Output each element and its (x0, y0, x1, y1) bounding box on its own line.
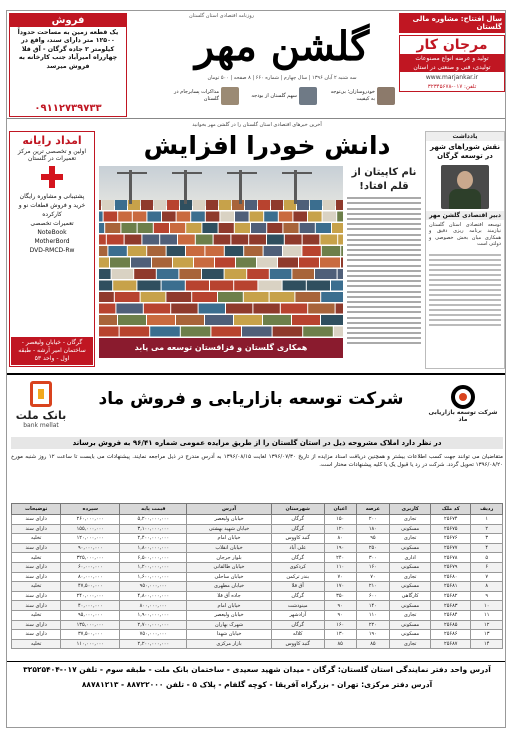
table-cell: دارای سند (12, 601, 61, 611)
ad-subtitle: در نظر دارد املاک مشروحه ذیل در استان گلستان را از طریق مزایده عمومی شماره ۹۶/۴۱ به فروش برساند (11, 437, 503, 449)
table-cell: ۲۶۰,۰۰۰,۰۰۰ (61, 515, 120, 525)
company-logo-text: شرکت توسعه بازاریابی ماد (428, 409, 498, 423)
table-header: سپرده (61, 504, 120, 515)
table-row (12, 620, 503, 630)
table-cell: ۶۰۰ (356, 591, 390, 601)
table-cell: ۱۸۰ (356, 524, 390, 534)
brand-sub-2: تولیدی، فنی و صنعتی در استان (400, 63, 504, 72)
table-cell: تخلیه (12, 553, 61, 563)
table-cell: ۴۷,۵۰۰,۰۰۰ (61, 582, 120, 592)
table-cell: مسکونی (390, 582, 431, 592)
table-cell: مسکونی (390, 601, 431, 611)
table-cell: ۲۵۶۸۴ (431, 610, 471, 620)
table-cell: ۳۵۰ (324, 591, 356, 601)
table-row (12, 601, 503, 611)
table-cell: ۲۵۶۸۵ (431, 620, 471, 630)
company-logo[interactable] (423, 385, 503, 425)
table-cell: ۷۰ (324, 572, 356, 582)
footer-address-1: آدرس واحد دفتر نمایندگی استان گلستان: گرگان - میدان شهید سعیدی - ساختمان بانک ملت - طبقه سوم - تلفن ۰۱۷-۳۲۵۲۵۴۰۴ (23, 665, 491, 674)
footer-address-2: آدرس دفتر مرکزی: تهران - بزرگراه آفریقا - کوچه گلفام - پلاک ۵ - تلفن ۸۸۷۲۲۰۰۰ - ۸۸۷۸۱۲۱۳ (81, 680, 433, 689)
table-cell: ۱۰ (471, 601, 503, 611)
table-cell: ۲۴۰,۰۰۰,۰۰۰ (61, 591, 120, 601)
table-cell: گنبد کاووس (271, 639, 324, 649)
table-cell: خیابان شهید بهشتی (187, 524, 271, 534)
table-cell: دارای سند (12, 591, 61, 601)
table-row (12, 582, 503, 592)
table-row (12, 639, 503, 649)
table-cell: خیابان امام (187, 534, 271, 544)
teaser-item[interactable] (325, 87, 395, 105)
author-face (457, 171, 473, 189)
table-cell: خیابان ساحلی (187, 572, 271, 582)
column-body-lines (426, 249, 504, 331)
table-cell: بندر ترکمن (271, 572, 324, 582)
teasers (169, 87, 395, 105)
table-cell: ۲۵۶۸۲ (431, 591, 471, 601)
brand-phone: تلفن: ۰۱۷-۳۲۳۴۵۶۷۸ (427, 84, 477, 90)
table-cell: ۱۲ (471, 620, 503, 630)
newspaper-page (6, 10, 506, 728)
brand-sub-1: تولید و عرضه انواع مصنوعات (400, 54, 504, 63)
table-cell: ۲,۷۰۰,۰۰۰,۰۰۰ (120, 620, 187, 630)
table-header-row (12, 504, 503, 515)
table-cell: خیابان امام (187, 601, 271, 611)
masthead (7, 11, 506, 119)
table-cell: ۹۵,۰۰۰,۰۰۰ (61, 610, 120, 620)
bank-mellat-logo[interactable] (11, 381, 71, 439)
bank-name: بانک ملت (15, 409, 67, 422)
table-cell: گرگان (271, 620, 324, 630)
table-cell: تجاری (390, 610, 431, 620)
table-cell: ۲۵۶۸۳ (431, 601, 471, 611)
table-cell: ۷۰ (356, 572, 390, 582)
table-cell: ۹۵۰,۰۰۰,۰۰۰ (120, 582, 187, 592)
sale-title: فروش (10, 14, 126, 27)
table-cell: بازار مرکزی (187, 639, 271, 649)
container-port-illustration (99, 166, 343, 338)
ad-footer (7, 661, 506, 728)
table-cell: اداری (390, 553, 431, 563)
table-cell: ۲,۴۰۰,۰۰۰,۰۰۰ (120, 534, 187, 544)
table-cell: ۲۵۶۷۹ (431, 562, 471, 572)
table-cell: ۱ (471, 515, 503, 525)
aid-line: پشتیبانی و مشاوره رایگان (19, 193, 85, 200)
table-cell: آق قلا (271, 582, 324, 592)
table-cell: گرگان (271, 524, 324, 534)
table-cell: ۲۵۶۷۶ (431, 534, 471, 544)
teaser-thumb (377, 87, 395, 105)
table-cell: ۱۲۰,۰۰۰,۰۰۰ (61, 534, 120, 544)
table-cell: ۹ (471, 591, 503, 601)
brand-ad-topbar: سال افتتاح: مشاوره مالی گلستان (399, 13, 505, 33)
table-row (12, 515, 503, 525)
table-cell: ۱,۹۰۰,۰۰۰,۰۰۰ (120, 610, 187, 620)
table-cell: ۱۱۰,۰۰۰,۰۰۰ (61, 639, 120, 649)
aid-sub: اولین و تخصصی ترین مرکز تعمیرات در گلستان (17, 148, 87, 162)
table-row (12, 553, 503, 563)
table-cell: مسکونی (390, 630, 431, 640)
teaser-item[interactable] (247, 87, 317, 105)
brand-name: مرجان کار (400, 36, 504, 54)
aid-line: تعمیرات تخصصی (30, 220, 74, 227)
masthead-kicker: روزنامه اقتصادی استان گلستان (189, 13, 255, 19)
table-cell: مسکونی (390, 543, 431, 553)
table-cell: ۸۰ (324, 534, 356, 544)
table-cell: ۳,۱۰۰,۰۰۰,۰۰۰ (120, 524, 187, 534)
table-cell: ۱,۲۰۰,۰۰۰,۰۰۰ (120, 562, 187, 572)
table-row (12, 562, 503, 572)
aid-address: گرگان - خیابان ولیعصر - ساختمان امیر آرشه - طبقه اول - واحد ۵۳ (11, 337, 93, 365)
side-story-body (347, 197, 421, 344)
table-cell: ۳۷,۵۰۰,۰۰۰ (61, 630, 120, 640)
table-cell: ۳۰۰ (356, 553, 390, 563)
table-cell: ۲۲۰ (356, 620, 390, 630)
table-cell: ۱۷۰ (324, 582, 356, 592)
table-cell: ۹۵ (356, 534, 390, 544)
table-header: اعیان (324, 504, 356, 515)
table-cell: تجاری (390, 515, 431, 525)
table-cell: خیابان انقلاب (187, 543, 271, 553)
table-cell: خیابان طالقانی (187, 562, 271, 572)
table-cell: تخلیه (12, 639, 61, 649)
table-cell: ۱۴ (471, 639, 503, 649)
table-cell: ۷ (471, 572, 503, 582)
table-cell: ۲۴۰ (324, 553, 356, 563)
ad-title: شرکت توسعه بازاریابی و فروش ماد (98, 389, 404, 409)
table-cell: دارای سند (12, 630, 61, 640)
table-cell: ۳۲۵,۰۰۰,۰۰۰ (61, 553, 120, 563)
photo-caption: همکاری گلستان و قزاقستان توسعه می یابد (99, 338, 343, 358)
table-cell: ۱۶۰ (356, 562, 390, 572)
table-cell: ۱۱ (471, 610, 503, 620)
table-cell: ۱۳۰ (324, 630, 356, 640)
aid-line: خرید و فروش قطعات نو و کارکرده (18, 202, 86, 218)
teaser-text: سهم گلستان از بودجه (251, 92, 297, 99)
table-cell: خیابان ولیعصر (187, 515, 271, 525)
table-cell: ۱۱۰ (324, 562, 356, 572)
table-cell: گرگان (271, 591, 324, 601)
table-cell: ۱۶۰ (324, 620, 356, 630)
table-cell: ۸۰۰,۰۰۰,۰۰۰ (120, 601, 187, 611)
side-story-title: نام کاپیتان از قلم افتاد! (351, 167, 417, 192)
table-cell: دارای سند (12, 515, 61, 525)
table-cell: ۶,۵۰۰,۰۰۰,۰۰۰ (120, 553, 187, 563)
sale-phone: ۰۹۱۱۲۷۳۹۷۳۳ (34, 103, 102, 114)
table-cell: کردکوی (271, 562, 324, 572)
table-row (12, 610, 503, 620)
table-row (12, 543, 503, 553)
auction-table (11, 503, 503, 649)
brand-url[interactable]: www.marjankar.ir (425, 74, 479, 81)
table-cell: ۵ (471, 553, 503, 563)
table-cell: جاده آق قلا (187, 591, 271, 601)
table-cell: ۸۵ (324, 639, 356, 649)
table-cell: دارای سند (12, 543, 61, 553)
table-cell: کلاله (271, 630, 324, 640)
column-head: یادداشت (426, 132, 504, 141)
teaser-thumb (221, 87, 239, 105)
table-cell: کارگاهی (390, 591, 431, 601)
table-cell: ۱۵۵,۰۰۰,۰۰۰ (61, 524, 120, 534)
aid-line: NoteBook (37, 229, 67, 236)
table-cell: ۱۴۰ (356, 601, 390, 611)
table-row (12, 630, 503, 640)
table-header: توضیحات (12, 504, 61, 515)
table-cell: خیابان ولیعصر (187, 610, 271, 620)
newspaper-logo[interactable]: گلشن مهر (194, 23, 370, 70)
table-cell: مینودشت (271, 601, 324, 611)
table-cell: ۹۰ (324, 601, 356, 611)
sale-ad[interactable] (9, 13, 127, 117)
company-emblem-icon (451, 385, 475, 409)
table-cell: دارای سند (12, 562, 61, 572)
table-cell: ۲۵۶۷۵ (431, 524, 471, 534)
table-cell: ۲,۲۰۰,۰۰۰,۰۰۰ (120, 639, 187, 649)
container-port-photo[interactable] (99, 166, 343, 338)
table-cell: ۲۵۶۷۴ (431, 515, 471, 525)
tagline: آخرین خبرهای اقتصادی استان گلستان را در گلشن مهر بخوانید (192, 122, 322, 128)
table-cell: گرگان (271, 553, 324, 563)
table-header: آدرس (187, 504, 271, 515)
table-cell: ۹۰ (324, 610, 356, 620)
table-cell: دارای سند (12, 572, 61, 582)
side-story[interactable] (347, 166, 421, 366)
table-row (12, 524, 503, 534)
table-cell: مسکونی (390, 562, 431, 572)
teaser-text: خودروسازان؛ بی‌توجه به کیفیت (330, 89, 375, 102)
table-body (12, 515, 503, 649)
table-cell: تخلیه (12, 582, 61, 592)
table-cell: تجاری (390, 639, 431, 649)
sale-body: یک قطعه زمین به مساحت حدوداً ۱۲۵۰۰ متر دارای سند، واقع در کیلومتر ۲ جاده گرگان - آق قلا چهارراه امیرآباد جنب کارخانه به فروش میرسد (17, 29, 119, 70)
table-cell: ۲۵۰ (356, 543, 390, 553)
table-row (12, 572, 503, 582)
table-cell: ۱۹۰ (324, 543, 356, 553)
author-body (449, 189, 481, 209)
column-author: دبیر اقتصادی گلشن مهر (426, 211, 504, 220)
table-cell: گنبد کاووس (271, 534, 324, 544)
logo-area (169, 13, 395, 117)
table-cell: ۲۵۶۷۷ (431, 543, 471, 553)
auction-ad (7, 373, 506, 661)
table-cell: ۲۰۰ (356, 515, 390, 525)
aid-line: DVD-RMCD-Rw (29, 247, 75, 254)
table-cell: ۷۵۰,۰۰۰,۰۰۰ (120, 630, 187, 640)
table-cell: گرگان (271, 515, 324, 525)
column-title: نقش شوراهای شهر در توسعه گرگان (430, 143, 500, 160)
issue-date: سه شنبه ۲ آبان ۱۳۹۶ | سال چهارم | شماره ۶۶۰ | ۸ صفحه | ۵۰۰ تومان (207, 75, 357, 81)
table-cell: ۸۰,۰۰۰,۰۰۰ (61, 572, 120, 582)
table-cell: ۱۲۰ (324, 524, 356, 534)
table-cell: مسکونی (390, 524, 431, 534)
table-cell: ۲ (471, 524, 503, 534)
table-cell: ۱,۶۰۰,۰۰۰,۰۰۰ (120, 572, 187, 582)
table-cell: تجاری (390, 534, 431, 544)
aid-line: MotherBord (34, 238, 70, 245)
table-header: کد ملک (431, 504, 471, 515)
teaser-text: مذاکرات پسابرجام در گلستان (174, 89, 219, 102)
table-cell: ۶۰,۰۰۰,۰۰۰ (61, 562, 120, 572)
table-cell: تخلیه (12, 534, 61, 544)
table-cell: ۱۱۰ (356, 610, 390, 620)
table-cell: ۶ (471, 562, 503, 572)
table-header: قیمت پایه (120, 504, 187, 515)
red-cross-icon (41, 166, 63, 188)
table-cell: ۲۵۶۸۱ (431, 582, 471, 592)
table-header: ردیف (471, 504, 503, 515)
table-header: عرصه (356, 504, 390, 515)
table-cell: ۴,۸۰۰,۰۰۰,۰۰۰ (120, 591, 187, 601)
author-photo (441, 165, 489, 209)
teaser-item[interactable] (169, 87, 239, 105)
table-cell: ۲۵۶۸۶ (431, 630, 471, 640)
table-cell: دارای سند (12, 524, 61, 534)
table-cell: ۸۵ (356, 639, 390, 649)
brand-ad[interactable] (399, 13, 505, 117)
table-cell: ۵,۲۰۰,۰۰۰,۰۰۰ (120, 515, 187, 525)
table-cell: علی آباد (271, 543, 324, 553)
table-cell: ۲۱۰ (356, 582, 390, 592)
aid-box (9, 131, 95, 367)
main-headline[interactable]: دانش خودرا افزایش (143, 131, 391, 160)
table-row (12, 534, 503, 544)
table-cell: مسکونی (390, 620, 431, 630)
aid-title: امداد رایانه (22, 134, 82, 147)
column-text: توسعه اقتصادی استان گلستان نیازمند برنامه ریزی دقیق و همکاری میان بخش خصوصی و دولتی است (429, 222, 501, 247)
table-cell: آزادشهر (271, 610, 324, 620)
table-cell: ۸ (471, 582, 503, 592)
table-cell: ۴۰,۰۰۰,۰۰۰ (61, 601, 120, 611)
table-cell: خیابان مطهری (187, 582, 271, 592)
opinion-column[interactable] (425, 131, 505, 369)
table-cell: ۲۵۶۸۰ (431, 572, 471, 582)
computer-repair-ad[interactable] (9, 131, 95, 369)
table-cell: ۹۰,۰۰۰,۰۰۰ (61, 543, 120, 553)
table-cell: ۱۳ (471, 630, 503, 640)
teaser-thumb (299, 87, 317, 105)
table-header: کاربری (390, 504, 431, 515)
table-cell: دارای سند (12, 620, 61, 630)
table-cell: ۱۳۵,۰۰۰,۰۰۰ (61, 620, 120, 630)
bank-emblem-icon (30, 381, 52, 407)
table-cell: ۱,۸۰۰,۰۰۰,۰۰۰ (120, 543, 187, 553)
bank-name-en: bank mellat (23, 422, 59, 429)
table-cell: خیابان شهدا (187, 630, 271, 640)
table-cell: ۱۵۰ (324, 515, 356, 525)
table-header: شهرستان (271, 504, 324, 515)
table-cell: بلوار جرجان (187, 553, 271, 563)
table-cell: تخلیه (12, 610, 61, 620)
table-cell: شهرک بهاران (187, 620, 271, 630)
brand-box (399, 35, 505, 92)
front-page-main (7, 121, 506, 371)
table-cell: تجاری (390, 572, 431, 582)
table-cell: ۴ (471, 543, 503, 553)
table-cell: ۳ (471, 534, 503, 544)
table-cell: ۲۵۶۷۸ (431, 553, 471, 563)
table-row (12, 591, 503, 601)
table-cell: ۲۵۶۸۷ (431, 639, 471, 649)
table-cell: ۱۹۰ (356, 630, 390, 640)
ad-paragraph: متقاضیان می توانند جهت کسب اطلاعات بیشتر و همچنین دریافت اسناد مزایده از تاریخ ۱۳۹۶/۰۷/۳۰ لغایت ۱۳۹۶/۰۸/۱۵ به آدرس مندرج در ذیل مراجعه نمایند. پیشنهادات می بایست تا ساعت ۱۲ روز شنبه مورخ ۱۳۹۶/۰۸/۲۰ تحویل گردد. شرکت در رد یا قبول یک یا کلیه پیشنهادات مختار است. (11, 454, 503, 468)
